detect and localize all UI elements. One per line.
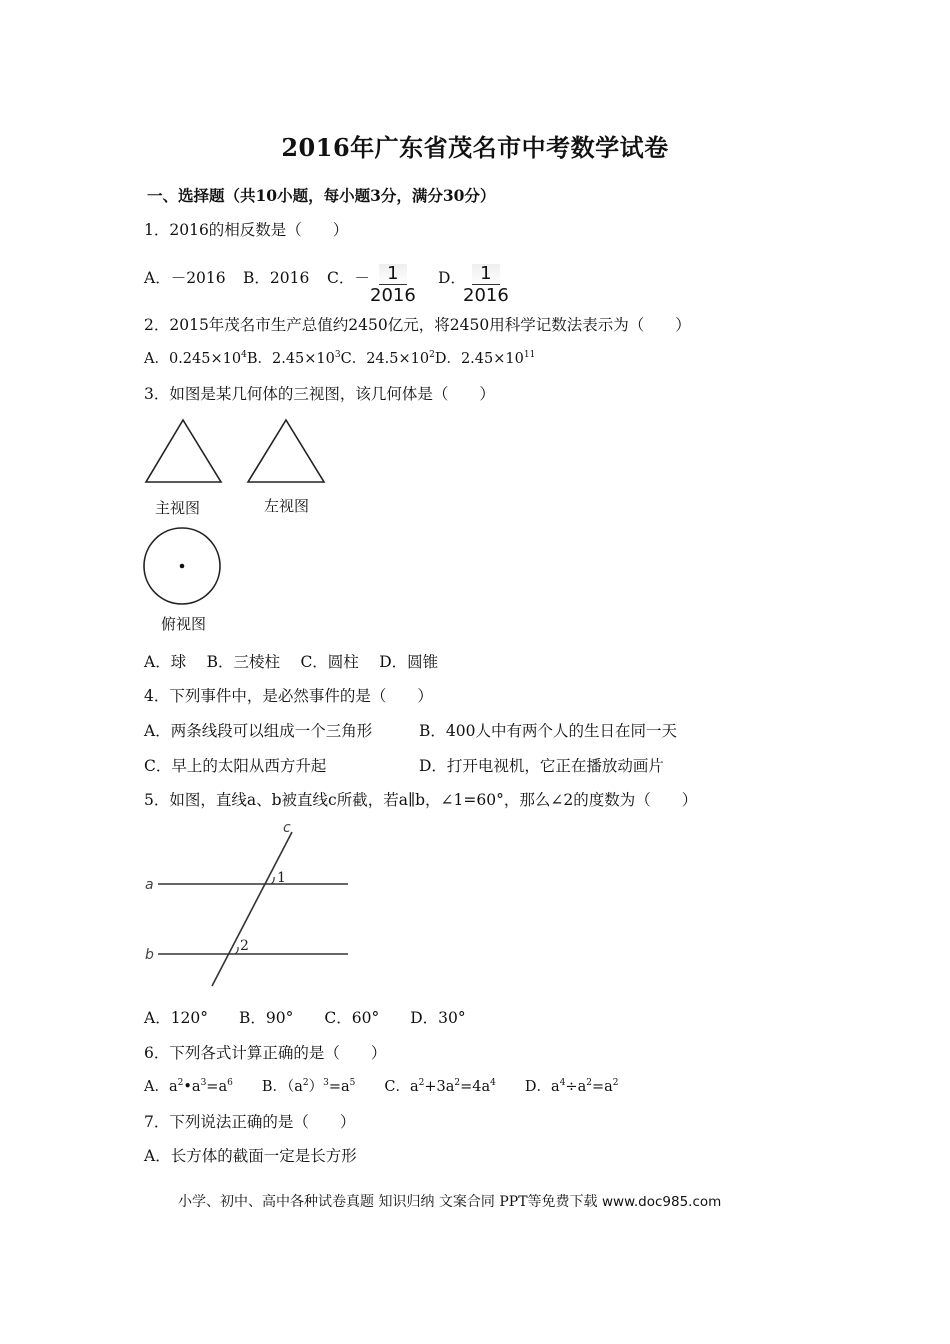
- q1-c-denominator: 2016: [370, 285, 416, 306]
- line-c: [212, 832, 292, 986]
- label-a: a: [145, 877, 154, 893]
- q2-option-d: D．2.45×10: [434, 351, 524, 367]
- q4-option-b: B．400人中有两个人的生日在同一天: [419, 722, 677, 740]
- q2-a-exponent: 4: [241, 350, 247, 360]
- parallel-lines-figure: [140, 818, 360, 990]
- q4-option-c: C．早上的太阳从西方升起: [144, 757, 327, 775]
- q2-options: [144, 347, 535, 368]
- question-2-stem: 2．2015年茂名市生产总值约2450亿元，将2450用科学记数法表示为（ ）: [144, 316, 691, 334]
- front-view-label: 主视图: [155, 499, 201, 517]
- question-6-stem: 6．下列各式计算正确的是（ ）: [144, 1044, 387, 1062]
- q1-option-a: A．－2016: [144, 269, 226, 287]
- page-footer: [178, 1191, 721, 1211]
- label-c: c: [283, 820, 291, 836]
- q2-d-exponent: 11: [523, 350, 536, 360]
- angle-2-arc: [235, 947, 238, 954]
- q1-option-d-fraction: [463, 264, 509, 306]
- top-view-label: 俯视图: [161, 615, 207, 633]
- q1-option-d: D．: [438, 269, 466, 287]
- left-view-label: 左视图: [264, 497, 310, 515]
- q1-option-c-fraction: [370, 264, 416, 306]
- question-4-stem: 4．下列事件中，是必然事件的是（ ）: [144, 687, 433, 705]
- angle-1-arc: [271, 877, 274, 884]
- question-3-stem: 3．如图是某几何体的三视图，该几何体是（ ）: [144, 385, 495, 403]
- label-b: b: [145, 947, 154, 963]
- label-angle-1: 1: [277, 870, 286, 886]
- footer-url[interactable]: www.doc985.com: [601, 1194, 722, 1210]
- front-view-triangle: [146, 420, 221, 482]
- q1-option-b: B．2016: [243, 269, 310, 287]
- q3-options: A．球 B．三棱柱 C．圆柱 D．圆锥: [144, 653, 439, 671]
- q1-d-denominator: 2016: [463, 285, 509, 306]
- question-7-stem: 7．下列说法正确的是（ ）: [144, 1113, 356, 1131]
- q4-option-a: A．两条线段可以组成一个三角形: [144, 722, 373, 740]
- q2-c-exponent: 2: [429, 350, 435, 360]
- q1-c-numerator: 1: [379, 264, 406, 285]
- q2-b-exponent: 3: [334, 350, 341, 360]
- question-1-stem: 1．2016的相反数是（ ）: [144, 221, 349, 239]
- q1-d-numerator: 1: [472, 264, 499, 285]
- q2-option-c: C．24.5×10: [340, 351, 430, 367]
- q7-option-a: A．长方体的截面一定是长方形: [144, 1147, 357, 1165]
- left-view-triangle: [248, 420, 324, 482]
- footer-text: 小学、初中、高中各种试卷真题 知识归纳 文案合同 PPT等免费下载: [178, 1194, 602, 1210]
- q1-option-c: C．－: [327, 269, 370, 287]
- q5-options: A．120° B．90° C．60° D．30°: [144, 1009, 466, 1027]
- three-views-figure: [140, 412, 340, 632]
- q4-option-d: D．打开电视机，它正在播放动画片: [419, 757, 664, 775]
- page-title: 2016年广东省茂名市中考数学试卷: [281, 133, 669, 162]
- q2-option-a: A．0.245×10: [144, 351, 242, 367]
- q6-options: A．$a^2•a^3=a^6$ B．$(a^2)^3=a^5$ C．$a^2+3a^2=4a^4$ D．$a^4\div a^2=a^2$: [144, 1078, 619, 1095]
- q2-option-b: B．2.45×10: [246, 351, 335, 367]
- question-5-stem: 5．如图，直线a、b被直线c所截，若a∥b，∠1=60°，那么∠2的度数为（ ）: [144, 791, 698, 809]
- label-angle-2: 2: [240, 938, 249, 954]
- section-heading: 一、选择题（共10小题，每小题3分，满分30分）: [147, 186, 496, 205]
- top-view-center-dot: [180, 564, 185, 569]
